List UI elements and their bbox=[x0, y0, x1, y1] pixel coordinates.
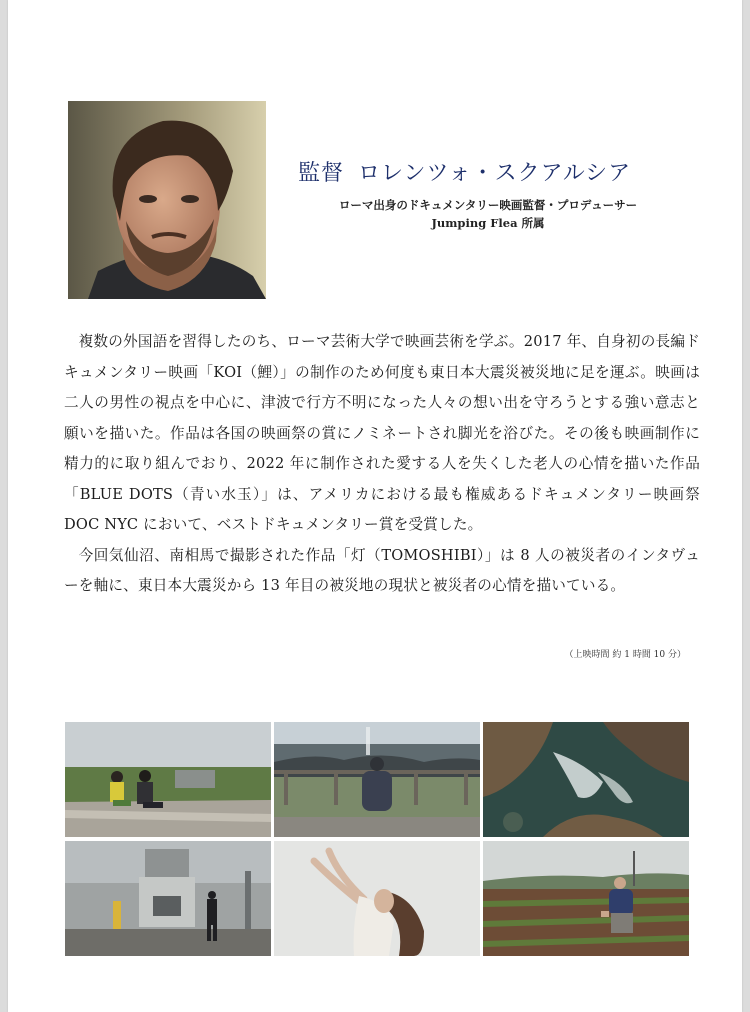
film-still-seawall-gate bbox=[65, 841, 271, 956]
film-still-dancer bbox=[274, 841, 480, 956]
bio-paragraph-1: 複数の外国語を習得したのち、ローマ芸術大学で映画芸術を学ぶ。2017 年、自身初の長編ドキュメンタリー映画「KOI（鯉）」の制作のため何度も東日本大震災被災地に足を運ぶ。映画は二人の男性の視点を中心に、津波で行方不明になった人々の想い出を守ろうとする強い意志と願いを描いた。作品は各国の映画祭の賞にノミネートされ脚光を浴びた。その後も映画制作に精力的に取り組んでおり、2022 年に制作された愛する人を失くした老人の心情を描いた作品「BLUE DOTS（青い水玉）」は、アメリカにおける最も権威あるドキュメンタリー映画祭 DOC NYC において、ベストドキュメンタリー賞を受賞した。 bbox=[64, 333, 700, 533]
runtime-note: （上映時間 約 1 時間 10 分） bbox=[564, 650, 686, 660]
film-still-farmer-field bbox=[483, 841, 689, 956]
director-subtitle bbox=[298, 196, 678, 232]
film-still-riverbank bbox=[65, 722, 271, 837]
director-title bbox=[298, 156, 698, 187]
bio-paragraph-2: 今回気仙沼、南相馬で撮影された作品「灯（TOMOSHIBI）」は 8 人の被災者のインタヴューを軸に、東日本大震災から 13 年目の被災地の現状と被災者の心情を描いている。 bbox=[64, 546, 700, 594]
director-role: 監督 bbox=[298, 161, 345, 186]
director-biography bbox=[64, 327, 700, 602]
director-affiliation: Jumping Flea 所属 bbox=[431, 216, 545, 230]
film-still-aerial-coast bbox=[483, 722, 689, 837]
director-name: ロレンツォ・スクアルシア bbox=[358, 161, 632, 186]
film-still-seaside-bench bbox=[274, 722, 480, 837]
flyer-page bbox=[8, 0, 742, 1012]
director-description: ローマ出身のドキュメンタリー映画監督・プロデューサー bbox=[338, 198, 638, 212]
director-portrait bbox=[68, 101, 266, 299]
